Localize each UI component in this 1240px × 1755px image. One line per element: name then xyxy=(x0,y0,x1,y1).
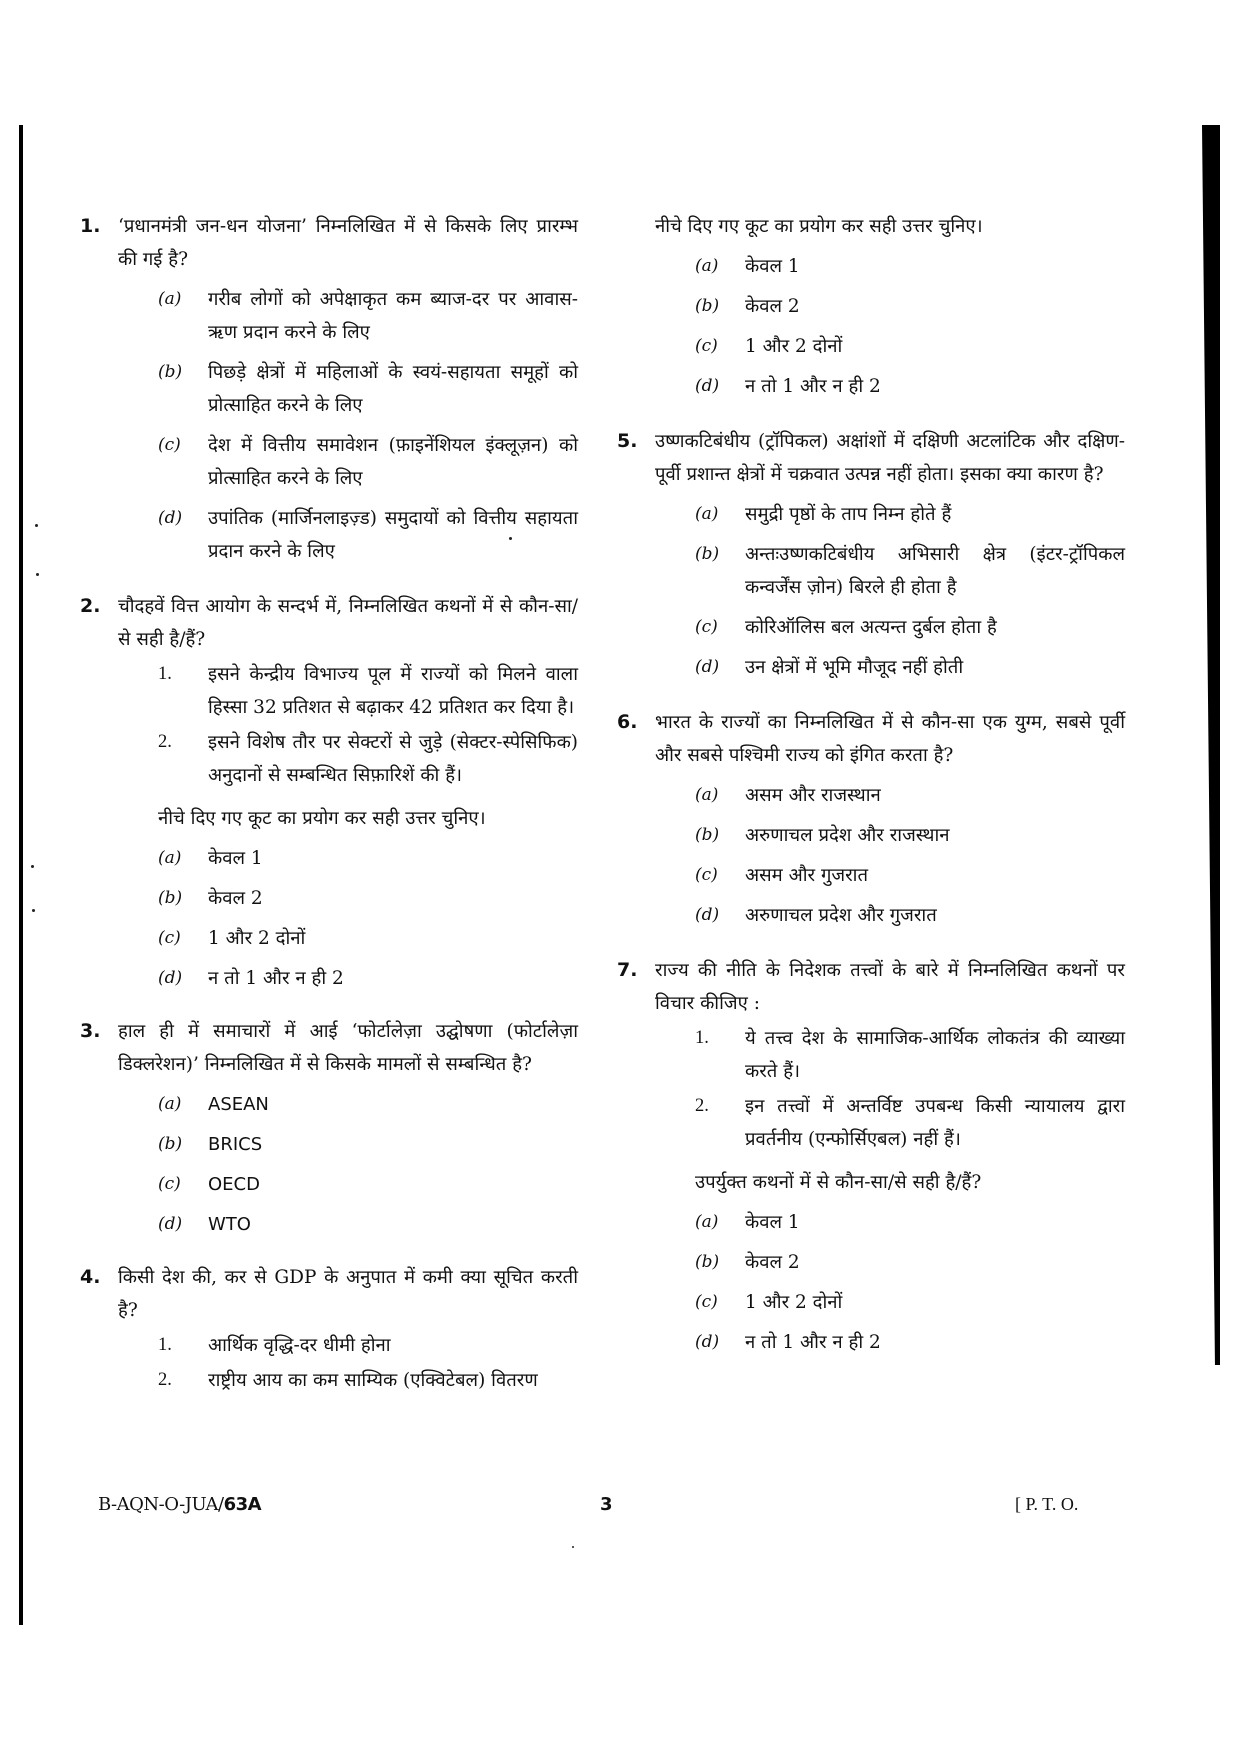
scan-speck xyxy=(32,909,35,912)
statement-text: इसने केन्द्रीय विभाज्य पूल में राज्यों को मिलने वाला हिस्सा 32 प्रतिशत से बढ़ाकर 42 प्रतिशत कर दिया है। xyxy=(208,664,578,718)
statement-1 xyxy=(695,1022,1125,1088)
option-text: केवल 2 xyxy=(745,296,800,317)
question-3 xyxy=(80,1015,578,1241)
option-label: (a) xyxy=(158,848,182,868)
instruction: नीचे दिए गए कूट का प्रयोग कर सही उत्तर चुनिए। xyxy=(655,216,983,237)
option-c[interactable] xyxy=(695,330,1125,363)
option-d[interactable] xyxy=(158,1208,578,1241)
option-label: (d) xyxy=(695,657,720,677)
question-4 xyxy=(80,1261,578,1397)
statement-text: आर्थिक वृद्धि-दर धीमी होना xyxy=(208,1335,391,1356)
option-text: पिछड़े क्षेत्रों में महिलाओं के स्वयं-सहायता समूहों को प्रोत्साहित करने के लिए xyxy=(208,362,578,416)
option-text: उन क्षेत्रों में भूमि मौजूद नहीं होती xyxy=(745,657,964,678)
statement-text: इसने विशेष तौर पर सेक्टरों से जुड़े (सेक्टर-स्पेसिफिक) अनुदानों से सम्बन्धित सिफ़ारिशें की हैं। xyxy=(208,732,578,786)
option-a[interactable] xyxy=(695,779,1125,812)
option-label: (d) xyxy=(695,376,720,396)
question-stem: भारत के राज्यों का निम्नलिखित में से कौन-सा एक युग्म, सबसे पूर्वी और सबसे पश्चिमी राज्य को इंगित करता है? xyxy=(655,712,1125,766)
option-text: केवल 1 xyxy=(745,1212,800,1233)
question-4-continued xyxy=(655,210,1125,403)
option-a[interactable] xyxy=(158,842,578,875)
option-d[interactable] xyxy=(158,962,578,995)
option-a[interactable] xyxy=(695,1206,1125,1239)
option-d[interactable] xyxy=(695,651,1125,684)
option-c[interactable] xyxy=(695,611,1125,644)
option-label: (a) xyxy=(695,256,719,276)
statement-label: 1. xyxy=(158,1335,172,1355)
option-label: (b) xyxy=(695,825,720,845)
option-label: (c) xyxy=(695,336,718,356)
statement-label: 2. xyxy=(695,1096,709,1116)
option-b[interactable] xyxy=(695,819,1125,852)
option-label: (c) xyxy=(158,1174,181,1194)
option-label: (a) xyxy=(695,1212,719,1232)
question-1 xyxy=(80,210,578,568)
option-b[interactable] xyxy=(158,356,578,422)
statement-label: 1. xyxy=(158,664,172,684)
option-label: (d) xyxy=(695,905,720,925)
option-text: असम और राजस्थान xyxy=(745,785,881,806)
scan-speck xyxy=(36,573,39,576)
option-label: (d) xyxy=(158,1214,183,1234)
option-a[interactable] xyxy=(695,250,1125,283)
option-text: समुद्री पृष्ठों के ताप निम्न होते हैं xyxy=(745,504,952,525)
statement-text: इन तत्त्वों में अन्तर्विष्ट उपबन्ध किसी न्यायालय द्वारा प्रवर्तनीय (एन्फोर्सिएबल) नहीं हैं। xyxy=(745,1096,1125,1150)
option-text: ASEAN xyxy=(208,1094,269,1115)
option-text: देश में वित्तीय समावेशन (फ़ाइनेंशियल इंक्लूज़न) को प्रोत्साहित करने के लिए xyxy=(208,435,578,489)
option-text: केवल 1 xyxy=(745,256,800,277)
option-text: 1 और 2 दोनों xyxy=(745,336,843,357)
option-label: (b) xyxy=(695,296,720,316)
option-text: न तो 1 और न ही 2 xyxy=(745,376,881,397)
option-c[interactable] xyxy=(695,859,1125,892)
booklet-code-prefix: B-AQN-O-JUA/ xyxy=(98,1494,224,1515)
statement-2 xyxy=(158,1364,578,1397)
option-d[interactable] xyxy=(695,370,1125,403)
option-d[interactable] xyxy=(695,1326,1125,1359)
option-text: 1 और 2 दोनों xyxy=(745,1292,843,1313)
option-c[interactable] xyxy=(158,922,578,955)
scan-edge-left xyxy=(19,125,23,1625)
scan-edge-right xyxy=(1202,125,1220,1365)
option-d[interactable] xyxy=(158,502,578,568)
option-label: (a) xyxy=(158,1094,182,1114)
question-number: 1. xyxy=(80,215,101,237)
option-text: न तो 1 और न ही 2 xyxy=(208,968,344,989)
option-label: (b) xyxy=(158,888,183,908)
question-7 xyxy=(617,954,1125,1359)
option-b[interactable] xyxy=(158,1128,578,1161)
option-text: अरुणाचल प्रदेश और राजस्थान xyxy=(745,825,950,846)
statement-2 xyxy=(158,726,578,792)
option-text: केवल 1 xyxy=(208,848,263,869)
option-label: (b) xyxy=(158,362,183,382)
statement-1 xyxy=(158,658,578,724)
statement-text: राष्ट्रीय आय का कम साम्यिक (एक्विटेबल) वितरण xyxy=(208,1370,538,1391)
question-number: 4. xyxy=(80,1266,101,1288)
option-b[interactable] xyxy=(695,538,1125,604)
question-6 xyxy=(617,706,1125,932)
option-label: (c) xyxy=(158,435,181,455)
option-a[interactable] xyxy=(695,498,1125,531)
statement-label: 1. xyxy=(695,1028,709,1048)
option-a[interactable] xyxy=(158,283,578,349)
scan-speck xyxy=(572,1546,574,1548)
option-text: केवल 2 xyxy=(208,888,263,909)
option-label: (a) xyxy=(158,289,182,309)
statement-label: 2. xyxy=(158,1370,172,1390)
option-label: (b) xyxy=(695,544,720,564)
option-label: (c) xyxy=(695,617,718,637)
option-label: (c) xyxy=(695,865,718,885)
option-text: गरीब लोगों को अपेक्षाकृत कम ब्याज-दर पर आवास-ऋण प्रदान करने के लिए xyxy=(208,289,578,343)
option-a[interactable] xyxy=(158,1088,578,1121)
option-label: (b) xyxy=(158,1134,183,1154)
question-stem: उष्णकटिबंधीय (ट्रॉपिकल) अक्षांशों में दक्षिणी अटलांटिक और दक्षिण-पूर्वी प्रशान्त क्षेत्रों में चक्रवात उत्पन्न नहीं होता। इसका क्या कारण है? xyxy=(655,431,1125,485)
option-c[interactable] xyxy=(695,1286,1125,1319)
option-b[interactable] xyxy=(695,1246,1125,1279)
scan-speck xyxy=(31,865,34,868)
question-2 xyxy=(80,590,578,995)
question-5 xyxy=(617,425,1125,684)
question-number: 5. xyxy=(617,430,638,452)
statement-2 xyxy=(695,1090,1125,1156)
option-text: केवल 2 xyxy=(745,1252,800,1273)
option-text: अन्तःउष्णकटिबंधीय अभिसारी क्षेत्र (इंटर-ट्रॉपिकल कन्वर्जेंस ज़ोन) बिरले ही होता है xyxy=(745,544,1125,598)
instruction: नीचे दिए गए कूट का प्रयोग कर सही उत्तर चुनिए। xyxy=(158,808,486,829)
question-number: 2. xyxy=(80,595,101,617)
question-stem: राज्य की नीति के निदेशक तत्त्वों के बारे में निम्नलिखित कथनों पर विचार कीजिए : xyxy=(655,960,1125,1014)
instruction: उपर्युक्त कथनों में से कौन-सा/से सही है/हैं? xyxy=(695,1172,982,1193)
option-b[interactable] xyxy=(695,290,1125,323)
option-text: उपांतिक (मार्जिनलाइज़्ड) समुदायों को वित्तीय सहायता प्रदान करने के लिए xyxy=(208,508,578,562)
option-text: BRICS xyxy=(208,1134,263,1155)
statement-1 xyxy=(158,1329,578,1362)
question-stem: हाल ही में समाचारों में आई ‘फोर्टालेज़ा उद्घोषणा (फोर्टालेज़ा डिक्लरेशन)’ निम्नलिखित में से किसके मामलों से सम्बन्धित है? xyxy=(118,1021,578,1075)
option-label: (d) xyxy=(158,508,183,528)
please-turn-over: [ P. T. O. xyxy=(1015,1494,1079,1514)
page-number: 3 xyxy=(600,1494,613,1515)
statement-text: ये तत्त्व देश के सामाजिक-आर्थिक लोकतंत्र की व्याख्या करते हैं। xyxy=(745,1028,1125,1082)
booklet-code-suffix: 63A xyxy=(223,1494,262,1515)
booklet-code xyxy=(98,1488,261,1521)
scan-speck xyxy=(35,524,38,527)
option-label: (a) xyxy=(695,785,719,805)
option-text: WTO xyxy=(208,1214,251,1235)
option-b[interactable] xyxy=(158,882,578,915)
question-number: 3. xyxy=(80,1020,101,1042)
question-number: 7. xyxy=(617,959,638,981)
option-text: न तो 1 और न ही 2 xyxy=(745,1332,881,1353)
option-label: (b) xyxy=(695,1252,720,1272)
option-label: (c) xyxy=(158,928,181,948)
question-number: 6. xyxy=(617,711,638,733)
question-stem: चौदहवें वित्त आयोग के सन्दर्भ में, निम्नलिखित कथनों में से कौन-सा/से सही है/हैं? xyxy=(118,596,578,650)
option-text: अरुणाचल प्रदेश और गुजरात xyxy=(745,905,937,926)
option-text: 1 और 2 दोनों xyxy=(208,928,306,949)
left-column xyxy=(80,210,578,1413)
option-label: (d) xyxy=(695,1332,720,1352)
option-label: (a) xyxy=(695,504,719,524)
option-text: OECD xyxy=(208,1174,260,1195)
option-label: (d) xyxy=(158,968,183,988)
option-c[interactable] xyxy=(158,1168,578,1201)
option-label: (c) xyxy=(695,1292,718,1312)
option-c[interactable] xyxy=(158,429,578,495)
option-text: असम और गुजरात xyxy=(745,865,869,886)
option-d[interactable] xyxy=(695,899,1125,932)
option-text: कोरिऑलिस बल अत्यन्त दुर्बल होता है xyxy=(745,617,997,638)
right-column xyxy=(617,210,1125,1375)
question-stem: किसी देश की, कर से GDP के अनुपात में कमी क्या सूचित करती है? xyxy=(118,1267,578,1321)
statement-label: 2. xyxy=(158,732,172,752)
question-stem: ‘प्रधानमंत्री जन-धन योजना’ निम्नलिखित में से किसके लिए प्रारम्भ की गई है? xyxy=(118,216,578,270)
